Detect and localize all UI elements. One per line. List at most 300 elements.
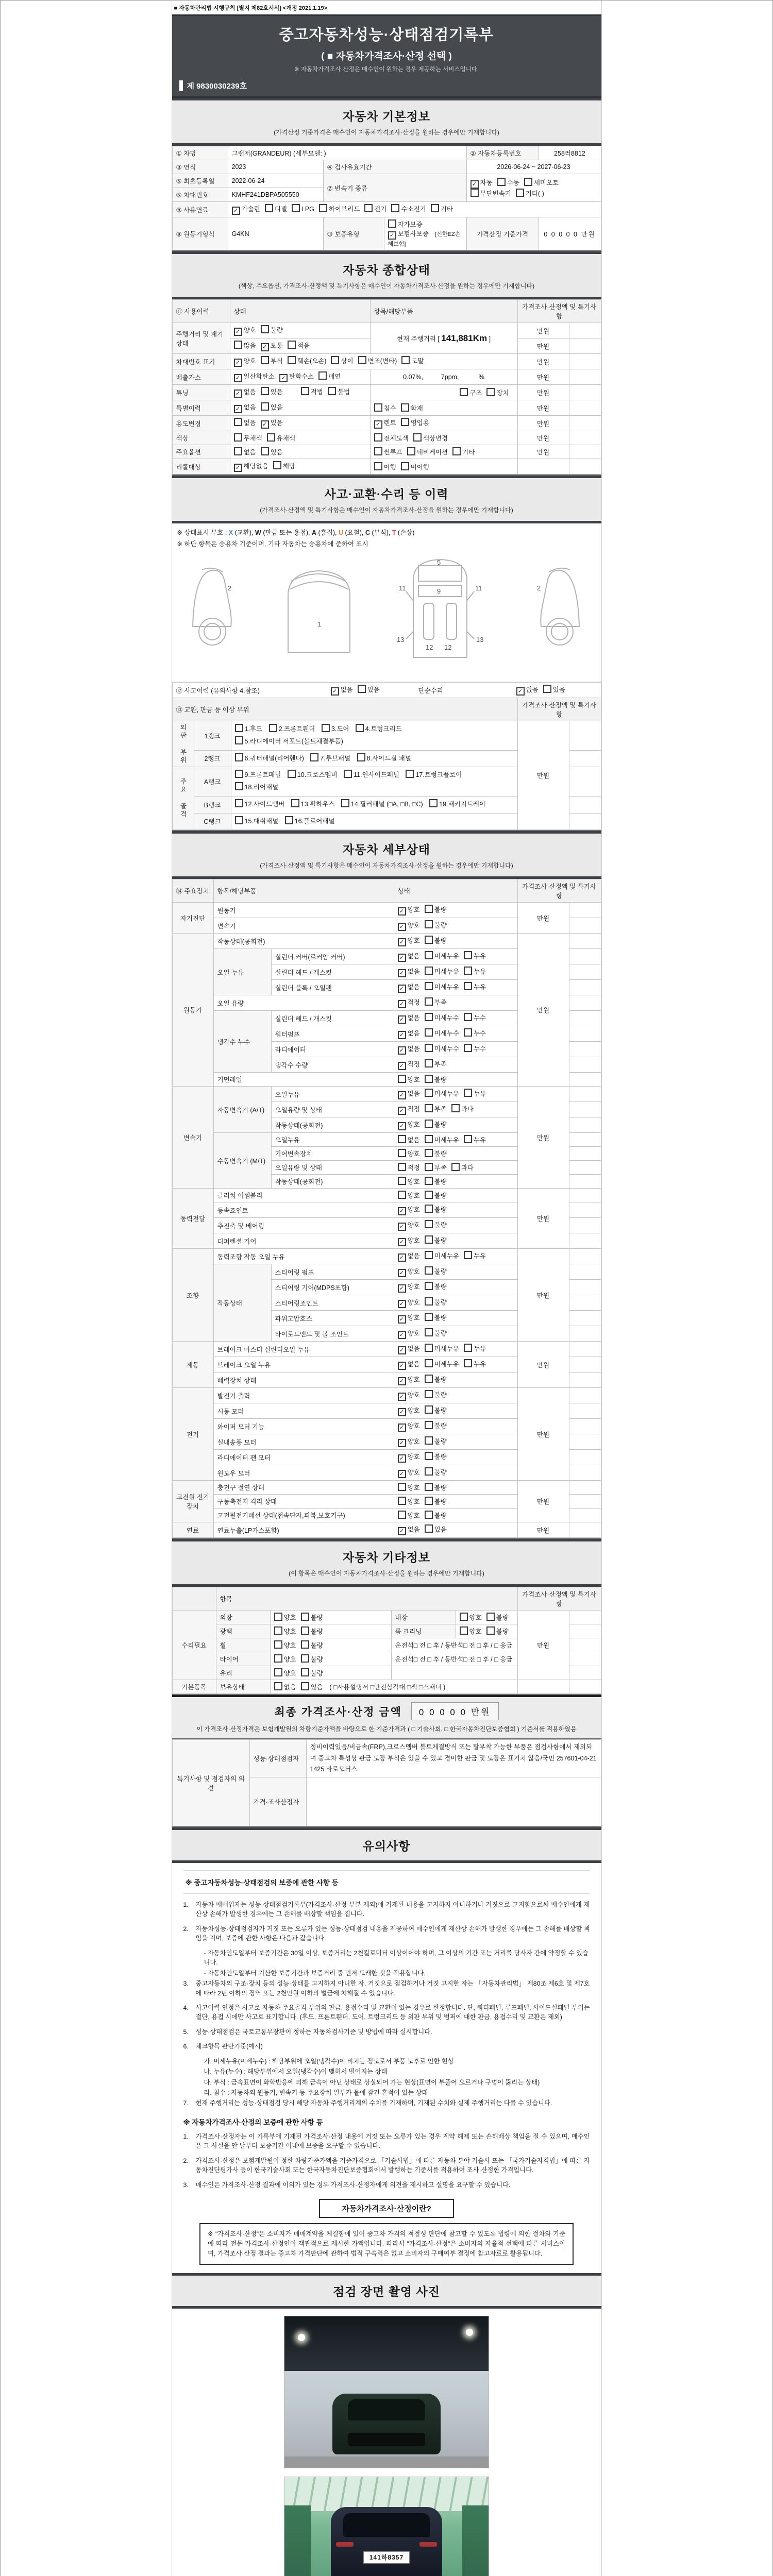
option-해당없음[interactable]: ✓ 해당없음	[234, 461, 268, 472]
unchecked-checkbox-icon[interactable]	[301, 1668, 309, 1676]
option-탄화수소[interactable]: ✓ 탄화수소	[279, 371, 314, 382]
option-있음[interactable]: 있음	[543, 685, 565, 694]
checked-checkbox-icon[interactable]: ✓	[398, 1439, 406, 1447]
option-없음[interactable]: ✓ 없음	[398, 1089, 420, 1099]
option-기타[interactable]: 기타	[431, 204, 453, 213]
option-부족[interactable]: 부족	[425, 997, 447, 1007]
checked-checkbox-icon[interactable]: ✓	[398, 985, 406, 993]
unchecked-checkbox-icon[interactable]	[301, 387, 309, 395]
option-과다[interactable]: 과다	[451, 1104, 474, 1113]
option-수동[interactable]: 수동	[497, 178, 519, 187]
option-없음[interactable]: ✓ 없음	[398, 951, 420, 962]
unchecked-checkbox-icon[interactable]	[358, 356, 366, 364]
unchecked-checkbox-icon[interactable]	[425, 1235, 433, 1244]
checked-checkbox-icon[interactable]: ✓	[234, 464, 242, 472]
unchecked-checkbox-icon[interactable]	[524, 178, 532, 186]
unchecked-checkbox-icon[interactable]	[261, 387, 269, 395]
option-누유[interactable]: 누유	[464, 1251, 486, 1260]
option-양호[interactable]: ✓ 양호	[398, 1421, 420, 1432]
checked-checkbox-icon[interactable]: ✓	[398, 1046, 406, 1055]
option-7.루브패널[interactable]: 7.루브패널	[310, 753, 350, 765]
option-누수[interactable]: 누수	[464, 1028, 486, 1038]
unchecked-checkbox-icon[interactable]	[398, 1163, 406, 1171]
unchecked-checkbox-icon[interactable]	[301, 1626, 309, 1635]
checked-checkbox-icon[interactable]: ✓	[388, 231, 396, 240]
option-불량[interactable]: 불량	[425, 1235, 447, 1245]
option-훼손(오손)[interactable]: 훼손(오손)	[288, 356, 327, 365]
unchecked-checkbox-icon[interactable]	[398, 1191, 406, 1199]
option-LPG[interactable]: LPG	[292, 204, 314, 213]
checked-checkbox-icon[interactable]: ✓	[234, 328, 242, 336]
unchecked-checkbox-icon[interactable]	[425, 1013, 433, 1021]
unchecked-checkbox-icon[interactable]	[398, 1511, 406, 1519]
option-보통[interactable]: ✓ 보통	[261, 341, 283, 351]
option-없음[interactable]: 없음	[234, 418, 256, 427]
unchecked-checkbox-icon[interactable]	[328, 387, 336, 395]
option-미세누유[interactable]: 미세누유	[425, 1089, 459, 1098]
option-1.후드[interactable]: 1.후드	[235, 723, 263, 736]
unchecked-checkbox-icon[interactable]	[543, 685, 551, 693]
unchecked-checkbox-icon[interactable]	[431, 204, 439, 212]
option-불량[interactable]: 불량	[425, 1390, 447, 1399]
unchecked-checkbox-icon[interactable]	[464, 1135, 472, 1143]
option-양호[interactable]: 양호	[398, 1075, 420, 1084]
option-구조[interactable]: 구조	[460, 388, 482, 397]
unchecked-checkbox-icon[interactable]	[267, 433, 275, 442]
option-불량[interactable]: 불량	[425, 1375, 447, 1384]
option-8.사이드실 패널[interactable]: 8.사이드실 패널	[357, 753, 411, 765]
option-없음[interactable]: ✓ 없음	[398, 1524, 420, 1535]
option-불량[interactable]: 불량	[425, 1205, 447, 1214]
unchecked-checkbox-icon[interactable]	[318, 371, 327, 380]
option-양호[interactable]: 양호	[460, 1626, 482, 1636]
option-불량[interactable]: 불량	[425, 1149, 447, 1158]
unchecked-checkbox-icon[interactable]	[425, 1405, 433, 1414]
unchecked-checkbox-icon[interactable]	[460, 388, 468, 396]
unchecked-checkbox-icon[interactable]	[470, 189, 479, 197]
option-있음[interactable]: 있음	[261, 402, 283, 412]
unchecked-checkbox-icon[interactable]	[425, 1120, 433, 1128]
option-미세누유[interactable]: 미세누유	[425, 1359, 459, 1368]
option-양호[interactable]: ✓ 양호	[398, 1266, 420, 1277]
option-미세누수[interactable]: 미세누수	[425, 1044, 459, 1053]
option-양호[interactable]: 양호	[398, 1497, 420, 1506]
unchecked-checkbox-icon[interactable]	[425, 1044, 433, 1052]
unchecked-checkbox-icon[interactable]	[291, 799, 299, 807]
unchecked-checkbox-icon[interactable]	[425, 1511, 433, 1519]
unchecked-checkbox-icon[interactable]	[425, 1524, 433, 1533]
unchecked-checkbox-icon[interactable]	[374, 403, 382, 412]
option-자가보증[interactable]: 자가보증	[388, 219, 423, 229]
checked-checkbox-icon[interactable]: ✓	[398, 1284, 406, 1293]
option-미세누유[interactable]: 미세누유	[425, 951, 459, 960]
option-있음[interactable]: 있음	[301, 1682, 323, 1691]
checked-checkbox-icon[interactable]: ✓	[398, 923, 406, 931]
checked-checkbox-icon[interactable]: ✓	[398, 1423, 406, 1432]
option-불량[interactable]: 불량	[425, 1436, 447, 1446]
unchecked-checkbox-icon[interactable]	[261, 325, 269, 333]
option-불량[interactable]: 불량	[425, 1405, 447, 1415]
checked-checkbox-icon[interactable]: ✓	[398, 1207, 406, 1215]
option-15.대쉬패널[interactable]: 15.대쉬패널	[235, 816, 279, 828]
unchecked-checkbox-icon[interactable]	[235, 770, 243, 778]
option-양호[interactable]: 양호	[460, 1613, 482, 1622]
unchecked-checkbox-icon[interactable]	[425, 982, 433, 990]
option-많음[interactable]: 많음	[234, 341, 256, 350]
unchecked-checkbox-icon[interactable]	[388, 219, 396, 228]
option-부족[interactable]: 부족	[425, 1059, 447, 1069]
unchecked-checkbox-icon[interactable]	[425, 1483, 433, 1491]
option-이행[interactable]: 이행	[374, 462, 396, 471]
option-적정[interactable]: ✓ 적정	[398, 1104, 420, 1115]
unchecked-checkbox-icon[interactable]	[429, 799, 438, 807]
unchecked-checkbox-icon[interactable]	[234, 447, 242, 455]
unchecked-checkbox-icon[interactable]	[425, 951, 433, 959]
option-변조(변타)[interactable]: 변조(변타)	[358, 356, 397, 365]
unchecked-checkbox-icon[interactable]	[374, 433, 382, 442]
unchecked-checkbox-icon[interactable]	[464, 982, 472, 990]
unchecked-checkbox-icon[interactable]	[261, 447, 269, 455]
option-누수[interactable]: 누수	[464, 1044, 486, 1053]
unchecked-checkbox-icon[interactable]	[301, 1654, 309, 1663]
option-없음[interactable]: ✓ 없음	[398, 1044, 420, 1055]
option-양호[interactable]: 양호	[398, 1149, 420, 1158]
option-없음[interactable]: ✓ 없음	[234, 402, 256, 413]
option-누유[interactable]: 누유	[464, 1359, 486, 1368]
unchecked-checkbox-icon[interactable]	[425, 1282, 433, 1290]
unchecked-checkbox-icon[interactable]	[274, 1654, 282, 1663]
unchecked-checkbox-icon[interactable]	[265, 204, 273, 212]
checked-checkbox-icon[interactable]: ✓	[398, 1238, 406, 1246]
unchecked-checkbox-icon[interactable]	[301, 1682, 309, 1690]
option-양호[interactable]: ✓ 양호	[398, 1297, 420, 1308]
option-해당[interactable]: 해당	[273, 461, 295, 470]
option-양호[interactable]: 양호	[398, 1483, 420, 1492]
unchecked-checkbox-icon[interactable]	[273, 461, 281, 469]
unchecked-checkbox-icon[interactable]	[464, 967, 472, 975]
option-가솔린[interactable]: ✓ 가솔린	[232, 204, 260, 215]
unchecked-checkbox-icon[interactable]	[406, 770, 414, 778]
option-불법[interactable]: 불법	[328, 387, 350, 396]
unchecked-checkbox-icon[interactable]	[425, 1028, 433, 1037]
option-렌트[interactable]: ✓ 렌트	[374, 418, 396, 429]
unchecked-checkbox-icon[interactable]	[464, 951, 472, 959]
unchecked-checkbox-icon[interactable]	[274, 1626, 282, 1635]
option-불량[interactable]: 불량	[425, 1483, 447, 1492]
unchecked-checkbox-icon[interactable]	[331, 356, 339, 364]
checked-checkbox-icon[interactable]: ✓	[232, 207, 240, 215]
option-불량[interactable]: 불량	[425, 1421, 447, 1430]
option-불량[interactable]: 불량	[425, 905, 447, 914]
unchecked-checkbox-icon[interactable]	[425, 1390, 433, 1398]
unchecked-checkbox-icon[interactable]	[425, 1149, 433, 1157]
unchecked-checkbox-icon[interactable]	[401, 356, 410, 364]
unchecked-checkbox-icon[interactable]	[274, 1682, 282, 1690]
unchecked-checkbox-icon[interactable]	[425, 1163, 433, 1171]
unchecked-checkbox-icon[interactable]	[425, 1467, 433, 1476]
option-유채색[interactable]: 유채색	[267, 433, 295, 443]
option-하이브리드[interactable]: 하이브리드	[319, 204, 360, 213]
checked-checkbox-icon[interactable]: ✓	[398, 1091, 406, 1099]
option-불량[interactable]: 불량	[425, 1220, 447, 1229]
option-불량[interactable]: 불량	[425, 1266, 447, 1276]
unchecked-checkbox-icon[interactable]	[486, 1626, 495, 1635]
checked-checkbox-icon[interactable]: ✓	[234, 374, 242, 382]
unchecked-checkbox-icon[interactable]	[398, 1075, 406, 1083]
unchecked-checkbox-icon[interactable]	[357, 753, 365, 761]
option-10.크로스멤버[interactable]: 10.크로스멤버	[288, 769, 338, 782]
option-매연[interactable]: 매연	[318, 371, 341, 381]
option-기타[interactable]: 기타	[452, 447, 475, 456]
option-3.도어[interactable]: 3.도어	[322, 723, 349, 736]
option-미세누유[interactable]: 미세누유	[425, 1344, 459, 1353]
unchecked-checkbox-icon[interactable]	[425, 1359, 433, 1367]
unchecked-checkbox-icon[interactable]	[425, 1075, 433, 1083]
option-누유[interactable]: 누유	[464, 1135, 486, 1144]
checked-checkbox-icon[interactable]: ✓	[398, 1331, 406, 1339]
unchecked-checkbox-icon[interactable]	[464, 1251, 472, 1259]
unchecked-checkbox-icon[interactable]	[234, 433, 242, 442]
unchecked-checkbox-icon[interactable]	[398, 1497, 406, 1505]
checked-checkbox-icon[interactable]: ✓	[398, 1346, 406, 1354]
unchecked-checkbox-icon[interactable]	[356, 724, 364, 732]
option-불량[interactable]: 불량	[425, 1177, 447, 1186]
option-상이[interactable]: 상이	[331, 356, 353, 365]
unchecked-checkbox-icon[interactable]	[285, 816, 293, 824]
option-화재[interactable]: 화재	[401, 403, 423, 413]
option-양호[interactable]: ✓ 양호	[398, 1313, 420, 1324]
option-없음[interactable]: ✓ 없음	[398, 967, 420, 977]
unchecked-checkbox-icon[interactable]	[413, 433, 422, 442]
option-불량[interactable]: 불량	[486, 1626, 509, 1636]
unchecked-checkbox-icon[interactable]	[398, 1483, 406, 1491]
option-없음[interactable]: ✓ 없음	[398, 1359, 420, 1370]
option-불량[interactable]: 불량	[425, 1313, 447, 1322]
option-미세누유[interactable]: 미세누유	[425, 1135, 459, 1144]
checked-checkbox-icon[interactable]: ✓	[398, 1377, 406, 1385]
option-양호[interactable]: ✓ 양호	[398, 1235, 420, 1246]
unchecked-checkbox-icon[interactable]	[425, 1191, 433, 1199]
unchecked-checkbox-icon[interactable]	[464, 1028, 472, 1037]
unchecked-checkbox-icon[interactable]	[301, 1613, 309, 1621]
option-불량[interactable]: 불량	[425, 920, 447, 929]
option-양호[interactable]: 양호	[274, 1640, 296, 1650]
unchecked-checkbox-icon[interactable]	[374, 447, 382, 455]
option-양호[interactable]: ✓ 양호	[398, 936, 420, 946]
option-있음[interactable]: 있음	[261, 387, 283, 396]
checked-checkbox-icon[interactable]: ✓	[398, 1253, 406, 1262]
option-불량[interactable]: 불량	[301, 1640, 323, 1650]
checked-checkbox-icon[interactable]: ✓	[398, 938, 406, 946]
option-자동[interactable]: ✓ 자동	[470, 178, 493, 189]
option-무채색[interactable]: 무채색	[234, 433, 262, 443]
unchecked-checkbox-icon[interactable]	[235, 736, 243, 744]
option-없음[interactable]: ✓ 없음	[331, 685, 353, 696]
unchecked-checkbox-icon[interactable]	[358, 685, 366, 693]
option-미세누유[interactable]: 미세누유	[425, 982, 459, 991]
checked-checkbox-icon[interactable]: ✓	[398, 1393, 406, 1401]
checked-checkbox-icon[interactable]: ✓	[398, 1454, 406, 1463]
option-양호[interactable]: 양호	[398, 1177, 420, 1186]
option-불량[interactable]: 불량	[425, 1511, 447, 1520]
unchecked-checkbox-icon[interactable]	[425, 1266, 433, 1275]
unchecked-checkbox-icon[interactable]	[274, 1640, 282, 1649]
option-색상변경[interactable]: 색상변경	[413, 433, 448, 443]
unchecked-checkbox-icon[interactable]	[288, 341, 296, 349]
option-부식[interactable]: 부식	[261, 356, 283, 365]
option-불량[interactable]: 불량	[301, 1654, 323, 1664]
option-불량[interactable]: 불량	[425, 1075, 447, 1084]
option-12.사이드멤버[interactable]: 12.사이드멤버	[235, 799, 285, 811]
unchecked-checkbox-icon[interactable]	[425, 1104, 433, 1112]
option-침수[interactable]: 침수	[374, 403, 396, 413]
option-양호[interactable]: ✓ 양호	[398, 1452, 420, 1463]
unchecked-checkbox-icon[interactable]	[425, 1205, 433, 1213]
option-양호[interactable]: ✓ 양호	[398, 1220, 420, 1231]
option-부족[interactable]: 부족	[425, 1104, 447, 1113]
unchecked-checkbox-icon[interactable]	[516, 189, 524, 197]
option-17.트렁크플로어[interactable]: 17.트렁크플로어	[406, 769, 462, 782]
checked-checkbox-icon[interactable]: ✓	[398, 1269, 406, 1277]
option-양호[interactable]: ✓ 양호	[234, 356, 256, 367]
checked-checkbox-icon[interactable]: ✓	[516, 687, 525, 696]
option-불량[interactable]: 불량	[425, 1282, 447, 1291]
option-적정[interactable]: ✓ 적정	[398, 1059, 420, 1070]
unchecked-checkbox-icon[interactable]	[235, 724, 243, 732]
unchecked-checkbox-icon[interactable]	[425, 920, 433, 928]
option-기타( )[interactable]: 기타( )	[516, 189, 544, 198]
unchecked-checkbox-icon[interactable]	[425, 1089, 433, 1097]
option-없음[interactable]: ✓ 없음	[398, 982, 420, 993]
unchecked-checkbox-icon[interactable]	[464, 1344, 472, 1352]
unchecked-checkbox-icon[interactable]	[288, 356, 296, 364]
unchecked-checkbox-icon[interactable]	[374, 462, 382, 470]
option-9.프론트패널[interactable]: 9.프론트패널	[235, 769, 281, 782]
option-무단변속기[interactable]: 무단변속기	[470, 189, 511, 198]
unchecked-checkbox-icon[interactable]	[464, 1089, 472, 1097]
option-양호[interactable]: 양호	[274, 1626, 296, 1636]
option-14.필러패널 (□A, □B, □C)[interactable]: 14.필러패널 (□A, □B, □C)	[341, 799, 423, 811]
unchecked-checkbox-icon[interactable]	[464, 1359, 472, 1367]
option-양호[interactable]: 양호	[398, 1191, 420, 1200]
option-양호[interactable]: ✓ 양호	[398, 905, 420, 916]
option-과다[interactable]: 과다	[451, 1163, 474, 1172]
option-도말[interactable]: 도말	[401, 356, 424, 365]
option-양호[interactable]: ✓ 양호	[398, 920, 420, 931]
option-11.인사이드패널[interactable]: 11.인사이드패널	[344, 769, 399, 782]
checked-checkbox-icon[interactable]: ✓	[234, 359, 242, 367]
option-양호[interactable]: ✓ 양호	[398, 1282, 420, 1293]
checked-checkbox-icon[interactable]: ✓	[398, 1031, 406, 1039]
option-미세누유[interactable]: 미세누유	[425, 967, 459, 976]
unchecked-checkbox-icon[interactable]	[234, 418, 242, 426]
option-불량[interactable]: 불량	[425, 936, 447, 945]
unchecked-checkbox-icon[interactable]	[322, 724, 330, 732]
unchecked-checkbox-icon[interactable]	[425, 905, 433, 913]
option-불량[interactable]: 불량	[486, 1613, 509, 1622]
option-불량[interactable]: 불량	[425, 1191, 447, 1200]
option-부족[interactable]: 부족	[425, 1163, 447, 1172]
option-전체도색[interactable]: 전체도색	[374, 433, 409, 443]
option-18.리어패널[interactable]: 18.리어패널	[235, 782, 279, 794]
option-불량[interactable]: 불량	[425, 1467, 447, 1477]
unchecked-checkbox-icon[interactable]	[398, 1149, 406, 1157]
option-6.쿼터패널(리어휀다)[interactable]: 6.쿼터패널(리어휀다)	[235, 753, 304, 765]
checked-checkbox-icon[interactable]: ✓	[261, 420, 269, 429]
option-적음[interactable]: 적음	[288, 341, 310, 350]
option-양호[interactable]: ✓ 양호	[398, 1436, 420, 1447]
option-불량[interactable]: 불량	[425, 1497, 447, 1506]
unchecked-checkbox-icon[interactable]	[235, 753, 243, 761]
option-썬루프[interactable]: 썬루프	[374, 447, 402, 456]
unchecked-checkbox-icon[interactable]	[425, 1059, 433, 1067]
checked-checkbox-icon[interactable]: ✓	[279, 374, 288, 382]
option-양호[interactable]: ✓ 양호	[398, 1467, 420, 1478]
option-일산화탄소[interactable]: ✓ 일산화탄소	[234, 371, 275, 382]
option-양호[interactable]: ✓ 양호	[398, 1390, 420, 1401]
option-양호[interactable]: ✓ 양호	[398, 1328, 420, 1339]
checked-checkbox-icon[interactable]: ✓	[398, 1015, 406, 1024]
unchecked-checkbox-icon[interactable]	[425, 936, 433, 944]
option-양호[interactable]: 양호	[274, 1613, 296, 1622]
option-불량[interactable]: 불량	[301, 1613, 323, 1622]
checked-checkbox-icon[interactable]: ✓	[331, 687, 339, 696]
option-불량[interactable]: 불량	[425, 1297, 447, 1307]
option-불량[interactable]: 불량	[425, 1120, 447, 1129]
checked-checkbox-icon[interactable]: ✓	[398, 1527, 406, 1535]
option-세미오토[interactable]: 세미오토	[524, 178, 559, 187]
option-미세누유[interactable]: 미세누유	[425, 1251, 459, 1260]
option-양호[interactable]: 양호	[274, 1654, 296, 1664]
option-불량[interactable]: 불량	[425, 1328, 447, 1337]
unchecked-checkbox-icon[interactable]	[451, 1104, 460, 1112]
unchecked-checkbox-icon[interactable]	[425, 1220, 433, 1228]
unchecked-checkbox-icon[interactable]	[235, 799, 243, 807]
unchecked-checkbox-icon[interactable]	[425, 1313, 433, 1321]
unchecked-checkbox-icon[interactable]	[301, 1640, 309, 1649]
checked-checkbox-icon[interactable]: ✓	[398, 1408, 406, 1416]
unchecked-checkbox-icon[interactable]	[497, 178, 506, 186]
unchecked-checkbox-icon[interactable]	[288, 770, 296, 778]
unchecked-checkbox-icon[interactable]	[425, 1497, 433, 1505]
option-있음[interactable]: 있음	[425, 1524, 447, 1534]
option-누수[interactable]: 누수	[464, 1013, 486, 1022]
option-네비게이션[interactable]: 네비게이션	[407, 447, 448, 456]
unchecked-checkbox-icon[interactable]	[269, 724, 277, 732]
unchecked-checkbox-icon[interactable]	[235, 782, 243, 790]
option-누유[interactable]: 누유	[464, 1089, 486, 1098]
option-없음[interactable]: ✓ 없음	[234, 387, 256, 398]
checked-checkbox-icon[interactable]: ✓	[234, 405, 242, 413]
checked-checkbox-icon[interactable]: ✓	[374, 420, 382, 429]
option-적정[interactable]: 적정	[398, 1163, 420, 1172]
option-누유[interactable]: 누유	[464, 1344, 486, 1353]
option-없음[interactable]: ✓ 없음	[398, 1344, 420, 1354]
unchecked-checkbox-icon[interactable]	[464, 1044, 472, 1052]
unchecked-checkbox-icon[interactable]	[401, 418, 409, 426]
unchecked-checkbox-icon[interactable]	[274, 1668, 282, 1676]
option-5.라디에이터 서포트(볼트체결부품)[interactable]: 5.라디에이터 서포트(볼트체결부품)	[235, 736, 343, 748]
unchecked-checkbox-icon[interactable]	[401, 403, 409, 412]
option-영업용[interactable]: 영업용	[401, 418, 429, 427]
unchecked-checkbox-icon[interactable]	[425, 1421, 433, 1429]
unchecked-checkbox-icon[interactable]	[460, 1613, 468, 1621]
option-없음[interactable]: 없음	[234, 447, 256, 456]
unchecked-checkbox-icon[interactable]	[464, 1013, 472, 1021]
option-양호[interactable]: ✓ 양호	[398, 1205, 420, 1215]
option-없음[interactable]: ✓ 없음	[398, 1028, 420, 1039]
option-있음[interactable]: 있음	[261, 447, 283, 456]
